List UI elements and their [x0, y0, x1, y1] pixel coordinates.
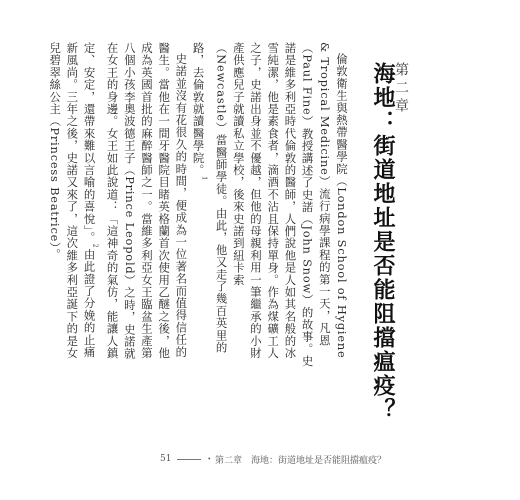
footer-rule — [177, 459, 201, 460]
body-text — [48, 42, 350, 370]
paragraph-2-text: 史諾並沒有花很久的時間，便成為一位著名而值得信任的醫生。當他在一間牙醫院目睹英格蘭首次使用乙醚之後，他成為英國首批的麻醉醫師之一。當維多利亞女王臨盆生產第八個小孩李奧波德王子（Prince Leopold）之時，史諾就在女王的身邊。女王如此說道：「這神奇的氣仿，能讓人鎮定、安定，還帶來難以言喻的喜悅」。 — [82, 42, 189, 360]
footnote-ref-2: 2 — [91, 243, 99, 249]
paragraph-1-text: 倫敦衛生與熱帶醫學院（London School of Hygiene & Tropical Medicine）流行病學課程的第一天，凡恩（Paul Fine）教授講述了史諾（John Snow）的故事。史諾是維多利亞時代倫敦的醫師，人們說他是人如其名般的冰雪純潔，他是素食者，滴酒不沾且保持單身。作為煤礦工人之子，史諾出身並不優越，但他的母親利用一筆繼承的小財產供應兒子就讀私立學校，後來史諾到紐卡索（Newcastle）當醫師學徒。由此，他又走了幾百英里的路，去倫敦就讀醫學院。 — [191, 42, 349, 368]
page-footer — [160, 452, 386, 466]
footnote-ref-1: 1 — [200, 176, 208, 181]
page-number: 51 — [160, 454, 172, 464]
paragraph-2 — [46, 42, 189, 370]
chapter-title: 海地：街道地址是否能阻擋瘟疫？ — [370, 62, 395, 422]
paragraph-1 — [189, 42, 350, 370]
chapter-label: 第二章 — [393, 62, 409, 116]
footer-bullet: • — [207, 455, 211, 463]
running-head: 第二章 海地：街道地址是否能阻擋瘟疫？ — [215, 455, 387, 466]
paragraph-2-continuation: 由此證了分娩的止痛新風尚。三年之後，史諾又來了，這次維多利亞誕下的是女兒碧翠絲公主（Princess Beatrice）。 — [48, 42, 97, 360]
